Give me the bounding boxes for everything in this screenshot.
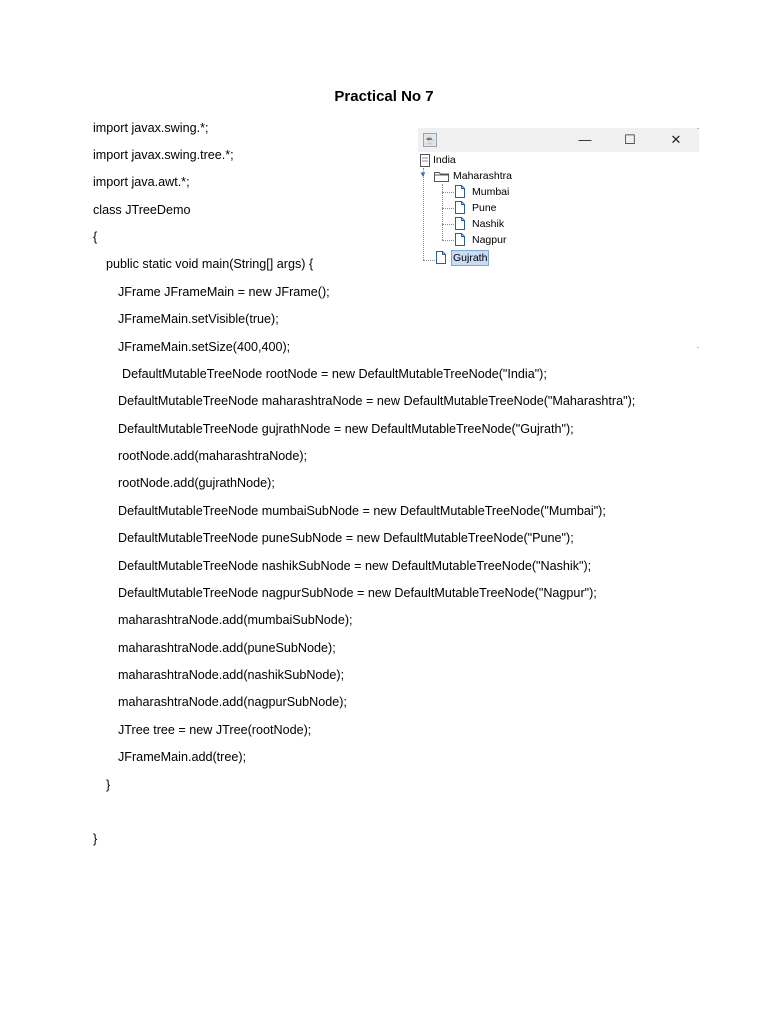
code-line: maharashtraNode.add(nagpurSubNode);: [118, 695, 347, 709]
code-line: class JTreeDemo: [93, 203, 191, 217]
tree-node-label: Maharashtra: [453, 170, 512, 182]
tree-node-india[interactable]: [418, 153, 508, 167]
tree-node-label: Pune: [472, 202, 497, 214]
code-line: import javax.swing.tree.*;: [93, 148, 234, 162]
code-line: DefaultMutableTreeNode nashikSubNode = new DefaultMutableTreeNode("Nashik");: [118, 559, 592, 573]
code-line: }: [93, 832, 98, 846]
code-line: DefaultMutableTreeNode gujrathNode = new DefaultMutableTreeNode("Gujrath");: [118, 422, 574, 436]
divider: [697, 347, 699, 348]
folder-open-icon: [434, 171, 449, 182]
java-cup-icon: ☕: [424, 135, 436, 145]
code-line: }: [106, 778, 111, 792]
code-line: JFrameMain.add(tree);: [118, 750, 247, 764]
tree-node-label: Nagpur: [472, 234, 507, 246]
maximize-button[interactable]: ☐: [624, 132, 636, 147]
tree-node-nashik[interactable]: [418, 217, 538, 231]
page-title: Practical No 7: [334, 88, 434, 105]
tree-node-label: Nashik: [472, 218, 505, 230]
divider: [697, 128, 699, 129]
code-line: {: [93, 230, 98, 244]
tree-node-label: India: [433, 154, 456, 166]
code-line: rootNode.add(gujrathNode);: [118, 476, 275, 490]
document-icon: [455, 201, 465, 214]
code-line: JFrame JFrameMain = new JFrame();: [118, 285, 330, 299]
jtree[interactable]: [418, 152, 699, 348]
code-line: DefaultMutableTreeNode maharashtraNode = new DefaultMutableTreeNode("Maharashtra");: [118, 394, 636, 408]
root-node-icon: [420, 154, 430, 167]
tree-node-gujrath[interactable]: [418, 251, 538, 265]
code-line: rootNode.add(maharashtraNode);: [118, 449, 308, 463]
tree-node-label: Mumbai: [472, 186, 510, 198]
document-icon: [436, 251, 446, 264]
tree-node-nagpur[interactable]: [418, 233, 538, 247]
code-line: JFrameMain.setVisible(true);: [118, 312, 279, 326]
code-line: JFrameMain.setSize(400,400);: [118, 340, 291, 354]
close-button[interactable]: ✕: [670, 132, 682, 147]
code-line: import javax.swing.*;: [93, 121, 209, 135]
code-line: JTree tree = new JTree(rootNode);: [118, 723, 312, 737]
code-line: maharashtraNode.add(nashikSubNode);: [118, 668, 345, 682]
window-titlebar[interactable]: [418, 128, 699, 152]
document-icon: [455, 233, 465, 246]
code-line: public static void main(String[] args) {: [106, 257, 314, 271]
code-line: DefaultMutableTreeNode nagpurSubNode = new DefaultMutableTreeNode("Nagpur");: [118, 586, 597, 600]
code-line: maharashtraNode.add(puneSubNode);: [118, 641, 336, 655]
tree-node-maharashtra[interactable]: [418, 169, 538, 183]
code-line: DefaultMutableTreeNode rootNode = new DefaultMutableTreeNode("India");: [122, 367, 547, 381]
document-icon: [455, 185, 465, 198]
code-line: import java.awt.*;: [93, 175, 190, 189]
jframe-window: [418, 128, 699, 348]
code-line: DefaultMutableTreeNode puneSubNode = new DefaultMutableTreeNode("Pune");: [118, 531, 574, 545]
expand-toggle-icon[interactable]: ▼: [419, 170, 427, 179]
code-line: maharashtraNode.add(mumbaiSubNode);: [118, 613, 353, 627]
tree-node-mumbai[interactable]: [418, 185, 538, 199]
code-line: DefaultMutableTreeNode mumbaiSubNode = new DefaultMutableTreeNode("Mumbai");: [118, 504, 606, 518]
tree-node-pune[interactable]: [418, 201, 538, 215]
document-icon: [455, 217, 465, 230]
tree-node-label-selected: Gujrath: [453, 252, 488, 264]
minimize-button[interactable]: —: [578, 132, 592, 147]
